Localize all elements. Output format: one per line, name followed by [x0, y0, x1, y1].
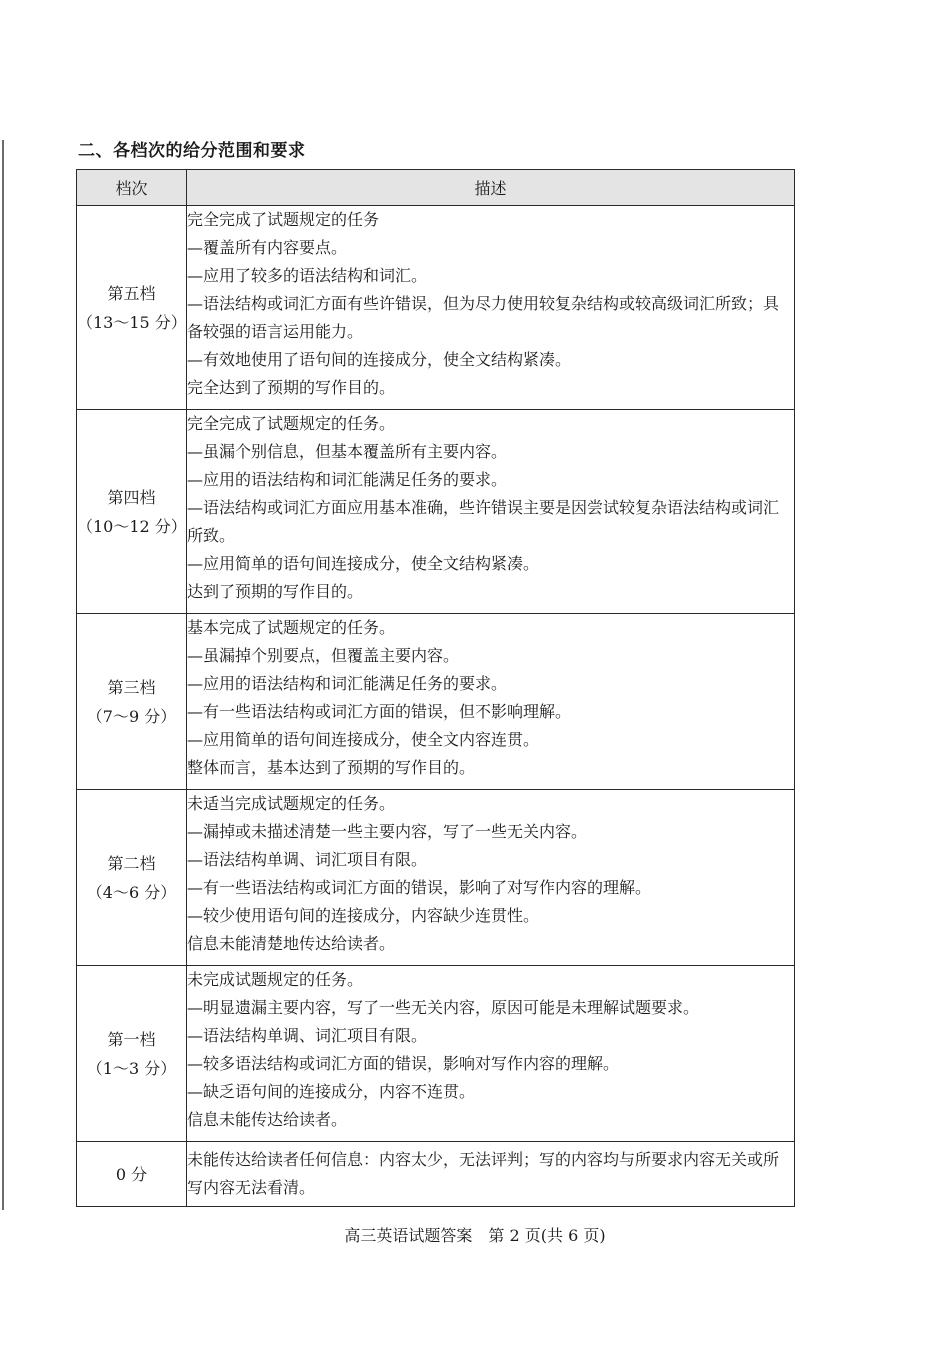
- description-line: —覆盖所有内容要点。: [187, 238, 348, 257]
- level-cell: [77, 206, 187, 410]
- description-line: —较多语法结构或词汇方面的错误，影响对写作内容的理解。: [187, 1054, 620, 1073]
- description-line: 未适当完成试题规定的任务。: [187, 794, 396, 813]
- level-score-range: （7～9 分）: [86, 706, 177, 726]
- table-header-row: [77, 170, 795, 206]
- description-line: —有一些语法结构或词汇方面的错误，但不影响理解。: [187, 702, 572, 721]
- description-line: —应用的语法结构和词汇能满足任务的要求。: [187, 674, 508, 693]
- description-line: —应用简单的语句间连接成分，使全文结构紧凑。: [187, 554, 540, 573]
- level-cell: [77, 790, 187, 966]
- level-score-range: （1～3 分）: [86, 1058, 177, 1078]
- description-cell: [187, 410, 795, 614]
- level-score-range: （10～12 分）: [77, 516, 187, 536]
- table-row: [77, 790, 795, 966]
- level-cell: [77, 410, 187, 614]
- level-name: 第三档: [107, 677, 156, 697]
- page-footer: 高三英语试题答案 第 2 页(共 6 页): [344, 1226, 606, 1245]
- description-line: 达到了预期的写作目的。: [187, 582, 364, 601]
- header-description: 描述: [187, 170, 795, 206]
- level-name: 0 分: [115, 1164, 148, 1184]
- level-cell: [77, 614, 187, 790]
- description-line: 完全完成了试题规定的任务: [187, 210, 380, 229]
- level-name: 第一档: [107, 1029, 156, 1049]
- description-cell: [187, 206, 795, 410]
- description-line: 整体而言，基本达到了预期的写作目的。: [187, 758, 476, 777]
- header-level: 档次: [77, 170, 187, 206]
- page-edge-rule: [2, 140, 4, 1210]
- description-line: —虽漏掉个别要点，但覆盖主要内容。: [187, 646, 460, 665]
- description-line: 信息未能清楚地传达给读者。: [187, 934, 396, 953]
- table-row: [77, 410, 795, 614]
- section-title: 二、各档次的给分范围和要求: [78, 141, 306, 161]
- description-line: —语法结构或词汇方面应用基本准确，些许错误主要是因尝试较复杂语法结构或词汇所致。: [187, 498, 780, 545]
- description-line: 完全完成了试题规定的任务。: [187, 414, 396, 433]
- level-name: 第四档: [107, 487, 156, 507]
- description-cell: [187, 790, 795, 966]
- description-line: 基本完成了试题规定的任务。: [187, 618, 396, 637]
- description-line: —明显遗漏主要内容，写了一些无关内容，原因可能是未理解试题要求。: [187, 998, 700, 1017]
- description-line: 未完成试题规定的任务。: [187, 970, 364, 989]
- description-line: —有一些语法结构或词汇方面的错误，影响了对写作内容的理解。: [187, 878, 652, 897]
- grading-table: [76, 169, 795, 1207]
- level-score-range: （4～6 分）: [86, 882, 177, 902]
- level-name: 第二档: [107, 853, 156, 873]
- description-line: —应用的语法结构和词汇能满足任务的要求。: [187, 470, 508, 489]
- description-line: 未能传达给读者任何信息：内容太少，无法评判；写的内容均与所要求内容无关或所写内容无法看清。: [187, 1150, 780, 1197]
- description-line: 完全达到了预期的写作目的。: [187, 378, 396, 397]
- table-row: [77, 614, 795, 790]
- table-row: [77, 206, 795, 410]
- level-score-range: （13～15 分）: [77, 312, 187, 332]
- description-cell: [187, 966, 795, 1142]
- description-line: —缺乏语句间的连接成分，内容不连贯。: [187, 1082, 476, 1101]
- description-line: —语法结构单调、词汇项目有限。: [187, 850, 428, 869]
- description-line: —漏掉或未描述清楚一些主要内容，写了一些无关内容。: [187, 822, 588, 841]
- level-cell: [77, 1142, 187, 1207]
- description-line: —语法结构单调、词汇项目有限。: [187, 1026, 428, 1045]
- description-line: —有效地使用了语句间的连接成分，使全文结构紧凑。: [187, 350, 572, 369]
- description-line: —应用简单的语句间连接成分，使全文内容连贯。: [187, 730, 540, 749]
- level-cell: [77, 966, 187, 1142]
- table-row: [77, 1142, 795, 1207]
- level-name: 第五档: [107, 283, 156, 303]
- description-line: —较少使用语句间的连接成分，内容缺少连贯性。: [187, 906, 540, 925]
- description-line: —应用了较多的语法结构和词汇。: [187, 266, 428, 285]
- description-cell: [187, 614, 795, 790]
- description-line: —虽漏个别信息，但基本覆盖所有主要内容。: [187, 442, 508, 461]
- table-row: [77, 966, 795, 1142]
- description-line: 信息未能传达给读者。: [187, 1110, 348, 1129]
- description-cell: [187, 1142, 795, 1207]
- table-body: [77, 206, 795, 1207]
- description-line: —语法结构或词汇方面有些许错误，但为尽力使用较复杂结构或较高级词汇所致；具备较强的语言运用能力。: [187, 294, 780, 341]
